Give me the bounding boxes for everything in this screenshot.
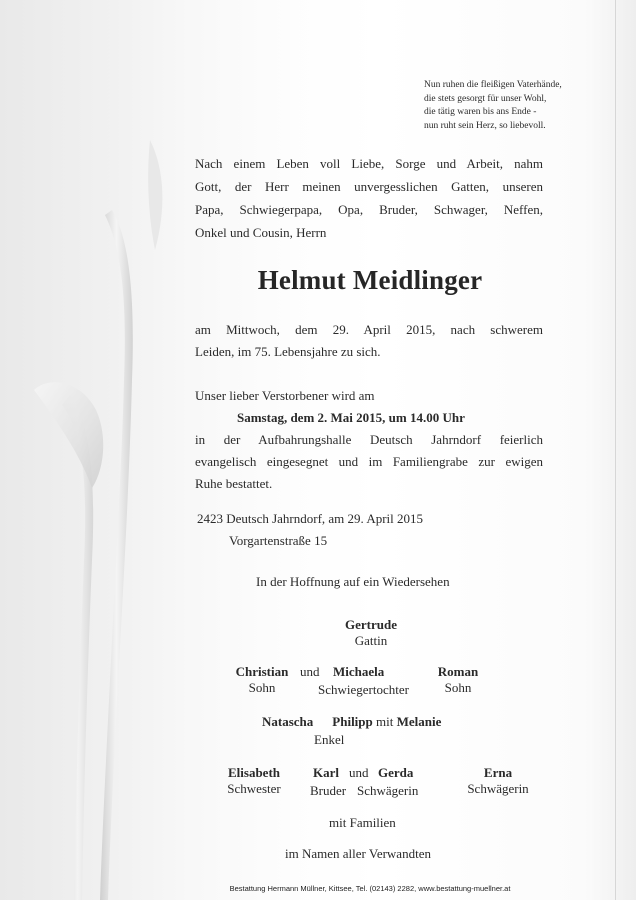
family-member-christian bbox=[228, 664, 296, 696]
poem-line: die tätig waren bis ans Ende - bbox=[424, 107, 537, 117]
deceased-name: Helmut Meidlinger bbox=[257, 265, 483, 295]
family-role: Gattin bbox=[354, 633, 388, 648]
family-name-natascha: Natascha bbox=[262, 714, 314, 729]
with-families: mit Familien bbox=[329, 815, 396, 830]
intro-line: Gott, der Herr meinen unvergesslichen Gatten, unseren bbox=[195, 179, 543, 194]
page-fold-line bbox=[615, 0, 616, 900]
poem-line: Nun ruhen die fleißigen Vaterhände, bbox=[424, 80, 562, 90]
family-member-elisabeth bbox=[218, 765, 290, 797]
family-name-philipp: Philipp bbox=[332, 714, 373, 729]
poem-line: die stets gesorgt für unser Wohl, bbox=[424, 93, 547, 104]
poem-verse bbox=[424, 79, 562, 133]
family-role: Sohn bbox=[444, 680, 472, 695]
calla-lily-illustration bbox=[0, 0, 200, 900]
hope-line: In der Hoffnung auf ein Wiedersehen bbox=[256, 574, 450, 589]
death-notice bbox=[195, 319, 543, 363]
funeral-date: Samstag, dem 2. Mai 2015, um 14.00 Uhr bbox=[237, 410, 465, 425]
intro-line: Onkel und Cousin, Herrn bbox=[195, 225, 327, 240]
lily-flower bbox=[34, 382, 103, 488]
family-name: Erna bbox=[483, 765, 513, 780]
family-name: Elisabeth bbox=[227, 765, 280, 780]
funeral-line: evangelisch eingesegnet und im Familiengrabe zur ewigen bbox=[195, 454, 543, 469]
family-role-enkel: Enkel bbox=[314, 732, 345, 747]
family-name: Christian bbox=[235, 664, 289, 679]
connector-und: und bbox=[300, 664, 320, 679]
funeral-intro: Unser lieber Verstorbener wird am bbox=[195, 388, 375, 403]
funeral-home-footer: Bestattung Hermann Müllner, Kittsee, Tel. (02143) 2282, www.bestattung-muellner.at bbox=[229, 884, 511, 893]
family-member-gertrude bbox=[326, 617, 416, 649]
place-date: 2423 Deutsch Jahrndorf, am 29. April 2015 bbox=[197, 511, 424, 526]
death-line: am Mittwoch, dem 29. April 2015, nach schwerem bbox=[195, 322, 543, 337]
poem-line: nun ruht sein Herz, so liebevoll. bbox=[424, 120, 546, 131]
family-role: Sohn bbox=[248, 680, 276, 695]
lily-stem-1 bbox=[100, 210, 133, 900]
lily-bud bbox=[148, 140, 162, 250]
connector-mit: mit bbox=[376, 714, 394, 729]
family-role-karl: Bruder bbox=[310, 783, 347, 798]
intro-line: Nach einem Leben voll Liebe, Sorge und Arbeit, nahm bbox=[195, 156, 543, 171]
funeral-line: Ruhe bestattet. bbox=[195, 476, 273, 491]
family-member-roman bbox=[428, 664, 488, 696]
death-line: Leiden, im 75. Lebensjahre zu sich. bbox=[195, 344, 381, 359]
connector-und: und bbox=[349, 765, 369, 780]
funeral-details bbox=[195, 385, 543, 495]
family-role: Schwester bbox=[227, 781, 281, 796]
family-role-gerda: Schwägerin bbox=[357, 783, 419, 798]
family-member-erna bbox=[458, 765, 538, 797]
family-name: Roman bbox=[437, 664, 479, 679]
family-role: Schwägerin bbox=[467, 781, 529, 796]
address: Vorgartenstraße 15 bbox=[229, 533, 328, 548]
grandchildren-line bbox=[262, 714, 441, 730]
family-role-michaela: Schwiegertochter bbox=[318, 682, 409, 697]
family-name-melanie: Melanie bbox=[396, 714, 442, 729]
family-name-michaela: Michaela bbox=[333, 664, 385, 679]
family-name: Gertrude bbox=[345, 617, 397, 632]
funeral-line: in der Aufbahrungshalle Deutsch Jahrndorf feierlich bbox=[195, 432, 543, 447]
intro-line: Papa, Schwiegerpapa, Opa, Bruder, Schwager, Neffen, bbox=[195, 202, 543, 217]
family-name-gerda: Gerda bbox=[378, 765, 414, 780]
intro-paragraph bbox=[195, 152, 543, 244]
family-name-karl: Karl bbox=[313, 765, 339, 780]
relatives-line: im Namen aller Verwandten bbox=[285, 846, 431, 861]
